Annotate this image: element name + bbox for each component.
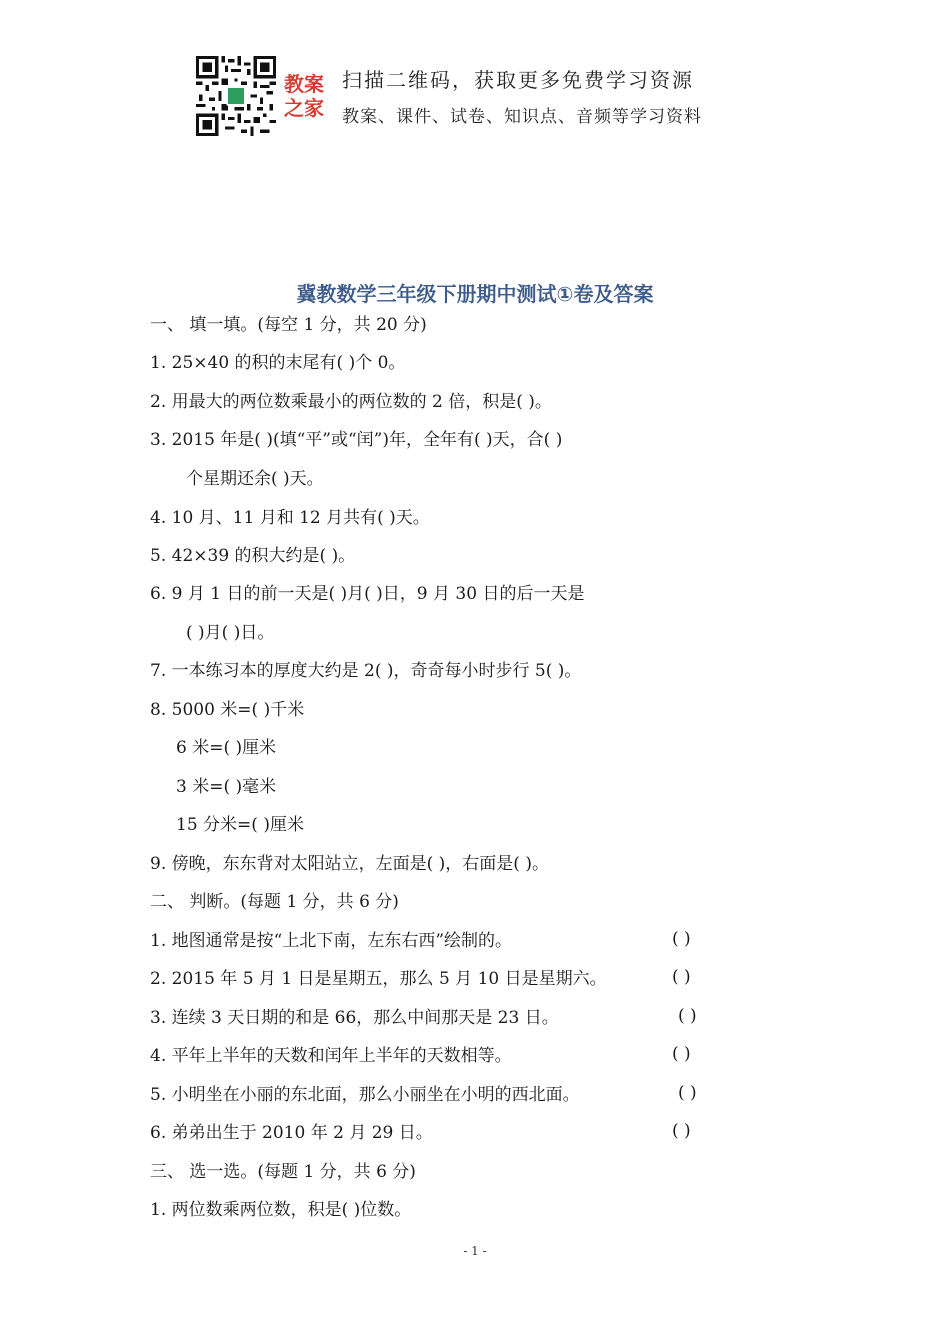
answer-paren-2-4: ( ) [672,1044,691,1064]
banner-subtitle: 教案、课件、试卷、知识点、音频等学习资料 [342,107,702,127]
qr-code-icon[interactable] [196,56,276,136]
answer-paren-2-2: ( ) [672,967,691,987]
question-1-8b: 6 米=( )厘米 [176,738,277,758]
page-number: - 1 - [463,1244,487,1258]
question-2-5: 5. 小明坐在小丽的东北面，那么小丽坐在小明的西北面。 [150,1085,580,1105]
brand-line1: 教案 [284,72,324,96]
page-title: 冀教数学三年级下册期中测试①卷及答案 [296,282,654,306]
answer-paren-2-5: ( ) [678,1083,697,1103]
answer-paren-2-6: ( ) [672,1121,691,1141]
answer-paren-2-3: ( ) [678,1006,697,1026]
brand-logo [284,72,334,120]
question-1-9: 9. 傍晚，东东背对太阳站立，左面是( )，右面是( )。 [150,854,549,874]
banner-slogan: 扫描二维码，获取更多免费学习资源 [342,68,694,92]
section3-heading: 三、 选一选。(每题 1 分，共 6 分) [150,1162,416,1182]
question-2-3: 3. 连续 3 天日期的和是 66，那么中间那天是 23 日。 [150,1008,559,1028]
question-1-7: 7. 一本练习本的厚度大约是 2( )，奇奇每小时步行 5( )。 [150,661,582,681]
question-1-6-cont: ( )月( )日。 [186,623,275,643]
section1-heading: 一、 填一填。(每空 1 分，共 20 分) [150,315,427,335]
question-2-1: 1. 地图通常是按“上北下南，左东右西”绘制的。 [150,931,513,951]
question-1-8d: 15 分米=( )厘米 [176,815,304,835]
question-2-2: 2. 2015 年 5 月 1 日是星期五，那么 5 月 10 日是星期六。 [150,969,607,989]
question-1-3: 3. 2015 年是( )(填“平”或“闰”)年，全年有( )天，合( ) [150,430,563,450]
section2-heading: 二、 判断。(每题 1 分，共 6 分) [150,892,399,912]
header-banner [196,56,756,140]
question-1-8: 8. 5000 米=( )千米 [150,700,305,720]
question-1-4: 4. 10 月、11 月和 12 月共有( )天。 [150,508,430,528]
question-1-3-cont: 个星期还余( )天。 [186,469,324,489]
question-1-5: 5. 42×39 的积大约是( )。 [150,546,356,566]
question-2-4: 4. 平年上半年的天数和闰年上半年的天数相等。 [150,1046,512,1066]
question-2-6: 6. 弟弟出生于 2010 年 2 月 29 日。 [150,1123,433,1143]
question-1-8c: 3 米=( )毫米 [176,777,277,797]
brand-line2: 之家 [284,96,324,120]
question-1-2: 2. 用最大的两位数乘最小的两位数的 2 倍，积是( )。 [150,392,552,412]
question-1-1: 1. 25×40 的积的末尾有( )个 0。 [150,353,406,373]
question-1-6: 6. 9 月 1 日的前一天是( )月( )日，9 月 30 日的后一天是 [150,584,585,604]
question-3-1: 1. 两位数乘两位数，积是( )位数。 [150,1200,412,1220]
answer-paren-2-1: ( ) [672,929,691,949]
